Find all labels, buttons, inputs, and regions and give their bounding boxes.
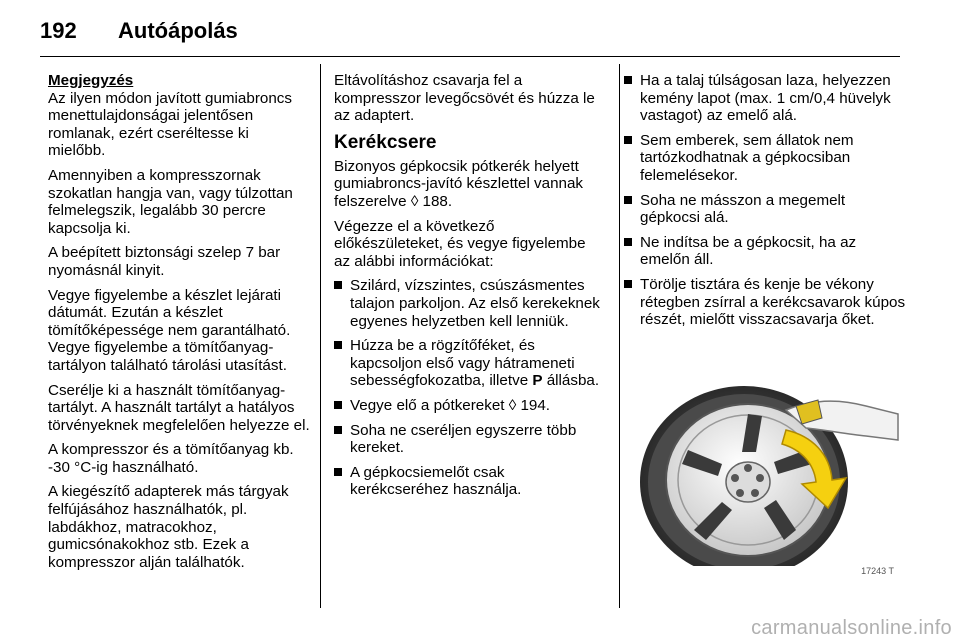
square-bullet-icon — [334, 401, 342, 409]
wheel-cover-icon — [636, 370, 900, 580]
paragraph: A beépített biztonsági szelep 7 bar nyomásnál kinyit. — [48, 244, 281, 279]
paragraph: Az ilyen módon javított gumiabroncs menettulajdonságai jelentősen romlanak, ezért cseréltesse ki mielőbb. — [48, 89, 292, 160]
wheel-cover-illustration — [636, 370, 900, 580]
column-right — [624, 72, 906, 336]
paragraph: Cserélje ki a használt tömítőanyag-tartályt. A használt tartályt a hatályos törvényeknek megfelelően helyezze el. — [48, 381, 310, 434]
paragraph: A kiegészítő adapterek más tárgyak felfújásához használhatók, pl. labdákhoz, matracokhoz, gumicsónakokhoz stb. Ezek a kompresszor alján találhatók. — [48, 483, 289, 571]
gear-position-p: P — [532, 372, 543, 390]
list-item: Ha a talaj túlságosan laza, helyezzen kemény lapot (max. 1 cm/0,4 hüvelyk vastagot) az emelő alá. — [624, 72, 906, 125]
column-middle — [334, 72, 602, 506]
paragraph: Amennyiben a kompresszornak szokatlan hangja van, vagy túlzottan felmelegszik, legalább 30 percre kapcsolja ki. — [48, 166, 293, 237]
section-heading: Kerékcsere — [334, 131, 437, 153]
list-item: Soha ne cseréljen egyszerre több kereket. — [334, 422, 602, 457]
figure-code: 17243 T — [861, 566, 894, 576]
page-title: Autóápolás — [118, 18, 238, 43]
list-item: Szilárd, vízszintes, csúszásmentes talajon parkoljon. Az első kerekeknek egyenes helyzetben kell lenniük. — [334, 277, 602, 330]
paragraph: A kompresszor és a tömítőanyag kb. -30 °C-ig használható. — [48, 441, 294, 476]
watermark: carmanualsonline.info — [751, 617, 952, 639]
column-left — [48, 72, 310, 578]
column-divider-2 — [619, 64, 620, 608]
square-bullet-icon — [624, 76, 632, 84]
square-bullet-icon — [624, 280, 632, 288]
header-divider — [40, 56, 900, 57]
square-bullet-icon — [334, 468, 342, 476]
paragraph: Végezze el a következő előkészületeket, és vegye figyelembe az alábbi információkat: — [334, 217, 586, 270]
square-bullet-icon — [624, 196, 632, 204]
instruction-list — [624, 72, 906, 329]
column-divider-1 — [320, 64, 321, 608]
square-bullet-icon — [624, 238, 632, 246]
paragraph: Eltávolításhoz csavarja fel a kompresszor levegőcsövét és húzza le az adaptert. — [334, 72, 595, 125]
list-item: Soha ne másszon a megemelt gépkocsi alá. — [624, 192, 906, 227]
square-bullet-icon — [334, 281, 342, 289]
square-bullet-icon — [624, 136, 632, 144]
list-item: Törölje tisztára és kenje be vékony rétegben zsírral a kerékcsavarok kúpos részét, mielőtt visszacsavarja őket. — [624, 276, 906, 329]
list-item: Vegye elő a pótkereket ◊ 194. — [334, 397, 602, 415]
square-bullet-icon — [334, 341, 342, 349]
paragraph: Vegye figyelembe a készlet lejárati dátumát. Ezután a készlet tömítőképessége nem garantálható. Vegye figyelembe a tömítőanyag-tartályon található tárolási utasítást. — [48, 286, 291, 374]
paragraph: Bizonyos gépkocsik pótkerék helyett gumiabroncs-javító készlettel vannak felszerelve ◊ 188. — [334, 157, 584, 210]
list-item: Húzza be a rögzítőféket, és kapcsoljon első vagy hátrameneti sebességfokozatba, illetve P állásba. — [334, 337, 602, 390]
note-heading: Megjegyzés — [48, 72, 134, 89]
list-item: Ne indítsa be a gépkocsit, ha az emelőn áll. — [624, 234, 906, 269]
page-number: 192 — [40, 18, 77, 43]
list-item: Sem emberek, sem állatok nem tartózkodhatnak a gépkocsiban felemelésekor. — [624, 132, 906, 185]
instruction-list — [334, 277, 602, 499]
list-item: A gépkocsiemelőt csak kerékcseréhez használja. — [334, 464, 602, 499]
square-bullet-icon — [334, 426, 342, 434]
